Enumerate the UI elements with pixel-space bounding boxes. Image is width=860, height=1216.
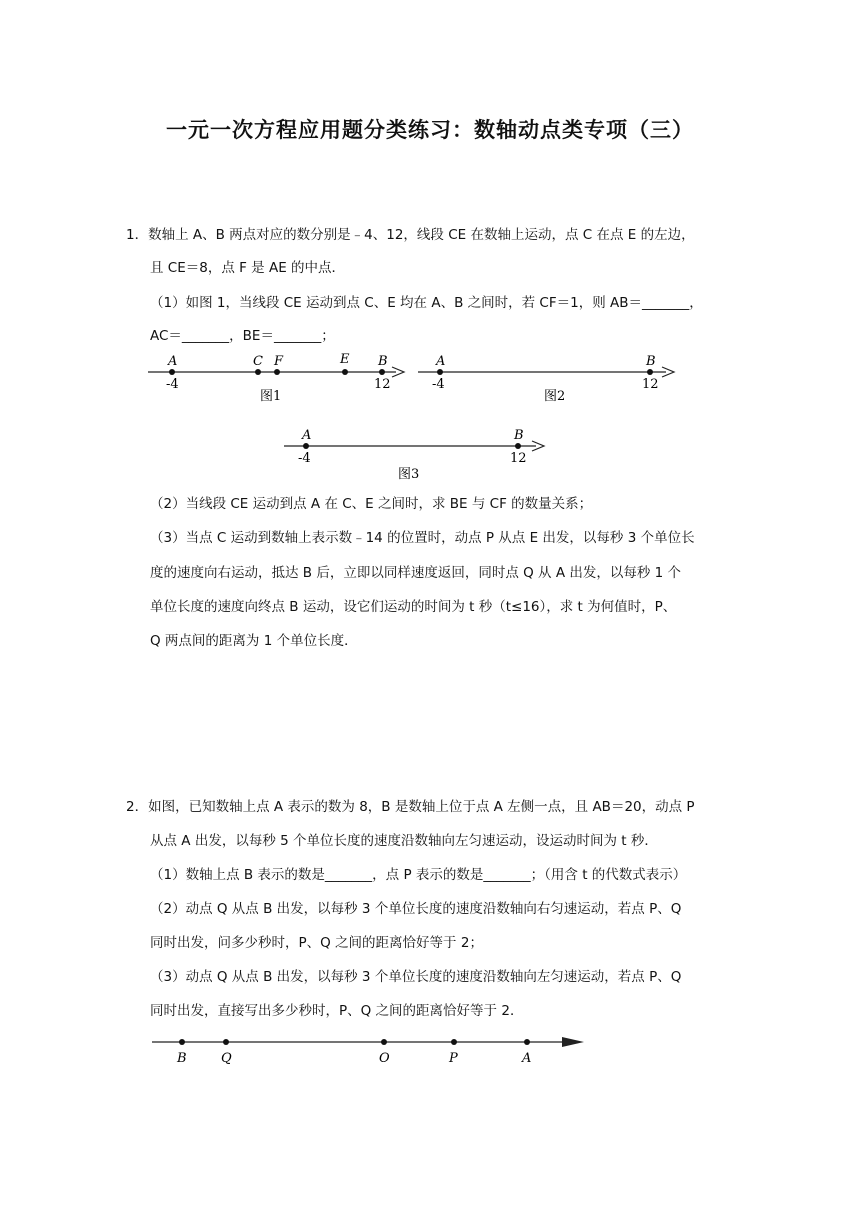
label-a: A — [522, 1051, 532, 1066]
label-e: E — [340, 352, 350, 367]
figure-1 — [148, 350, 408, 406]
problem1-part1-line-1: （1）如图 1，当线段 CE 运动到点 C、E 均在 A、B 之间时，若 CF＝1，则 AB＝_______， — [150, 295, 703, 311]
point-b-dot — [647, 369, 653, 375]
tick-label-12: 12 — [642, 377, 659, 392]
point-q-dot — [223, 1039, 229, 1045]
label-b: B — [514, 428, 524, 443]
figure-caption: 图2 — [544, 389, 566, 404]
problem2-part2-line-1: （2）动点 Q 从点 B 出发，以每秒 3 个单位长度的速度沿数轴向右匀速运动，若点 P、Q — [150, 901, 682, 917]
label-a: A — [436, 354, 446, 369]
problem1-line-1: 1．数轴上 A、B 两点对应的数分别是﹣4、12，线段 CE 在数轴上运动，点 C 在点 E 的左边， — [126, 227, 695, 243]
figure-2 — [418, 350, 678, 406]
arrow-icon — [562, 1037, 584, 1047]
problem2-part1: （1）数轴上点 B 表示的数是_______，点 P 表示的数是_______；（用含 t 的代数式表示） — [150, 867, 687, 883]
point-b-dot — [515, 443, 521, 449]
point-a-dot — [169, 369, 175, 375]
point-e-dot — [342, 369, 348, 375]
tick-label-12: 12 — [374, 377, 391, 392]
point-b-dot — [379, 369, 385, 375]
point-c-dot — [255, 369, 261, 375]
problem1-line-2: 且 CE＝8，点 F 是 AE 的中点． — [150, 260, 346, 276]
problem2-part3-line-2: 同时出发，直接写出多少秒时，P、Q 之间的距离恰好等于 2． — [150, 1003, 524, 1019]
problem1-part2: （2）当线段 CE 运动到点 A 在 C、E 之间时，求 BE 与 CF 的数量关系； — [150, 496, 593, 512]
label-o: O — [379, 1051, 390, 1066]
label-a: A — [168, 354, 178, 369]
tick-label-neg4: -4 — [166, 377, 179, 392]
tick-label-neg4: -4 — [298, 451, 311, 466]
problem2-part3-line-1: （3）动点 Q 从点 B 出发，以每秒 3 个单位长度的速度沿数轴向左匀速运动，若点 P、Q — [150, 969, 682, 985]
problem2-figure — [152, 1030, 592, 1070]
figure-caption: 图1 — [260, 389, 282, 404]
label-f: F — [274, 354, 284, 369]
figure-3 — [284, 424, 554, 484]
label-q: Q — [221, 1051, 232, 1066]
problem1-part3-line-1: （3）当点 C 运动到数轴上表示数﹣14 的位置时，动点 P 从点 E 出发，以每秒 3 个单位长 — [150, 530, 695, 546]
tick-label-12: 12 — [510, 451, 527, 466]
label-c: C — [253, 354, 263, 369]
point-b-dot — [179, 1039, 185, 1045]
problem2-line-2: 从点 A 出发，以每秒 5 个单位长度的速度沿数轴向左匀速运动，设运动时间为 t 秒． — [150, 833, 658, 849]
problem2-part2-line-2: 同时出发，问多少秒时，P、Q 之间的距离恰好等于 2； — [150, 935, 483, 951]
label-b: B — [646, 354, 656, 369]
label-b: B — [378, 354, 388, 369]
problem2-line-1: 2．如图，已知数轴上点 A 表示的数为 8，B 是数轴上位于点 A 左侧一点，且 AB＝20，动点 P — [126, 799, 695, 815]
point-f-dot — [274, 369, 280, 375]
point-a-dot — [437, 369, 443, 375]
point-a-dot — [303, 443, 309, 449]
problem1-part3-line-2: 度的速度向右运动，抵达 B 后，立即以同样速度返回，同时点 Q 从 A 出发，以每秒 1 个 — [150, 565, 682, 581]
point-p-dot — [451, 1039, 457, 1045]
label-a: A — [302, 428, 312, 443]
label-b: B — [177, 1051, 187, 1066]
problem1-part3-line-3: 单位长度的速度向终点 B 运动，设它们运动的时间为 t 秒（t≤16），求 t 为何值时，P、 — [150, 599, 677, 615]
point-o-dot — [381, 1039, 387, 1045]
problem1-part1-line-2: AC＝_______，BE＝_______； — [150, 328, 335, 344]
problem1-part3-line-4: Q 两点间的距离为 1 个单位长度． — [150, 633, 358, 649]
point-a-dot — [524, 1039, 530, 1045]
figure-caption: 图3 — [398, 467, 420, 482]
label-p: P — [449, 1051, 458, 1066]
tick-label-neg4: -4 — [432, 377, 445, 392]
page-title: 一元一次方程应用题分类练习：数轴动点类专项（三） — [166, 118, 694, 142]
